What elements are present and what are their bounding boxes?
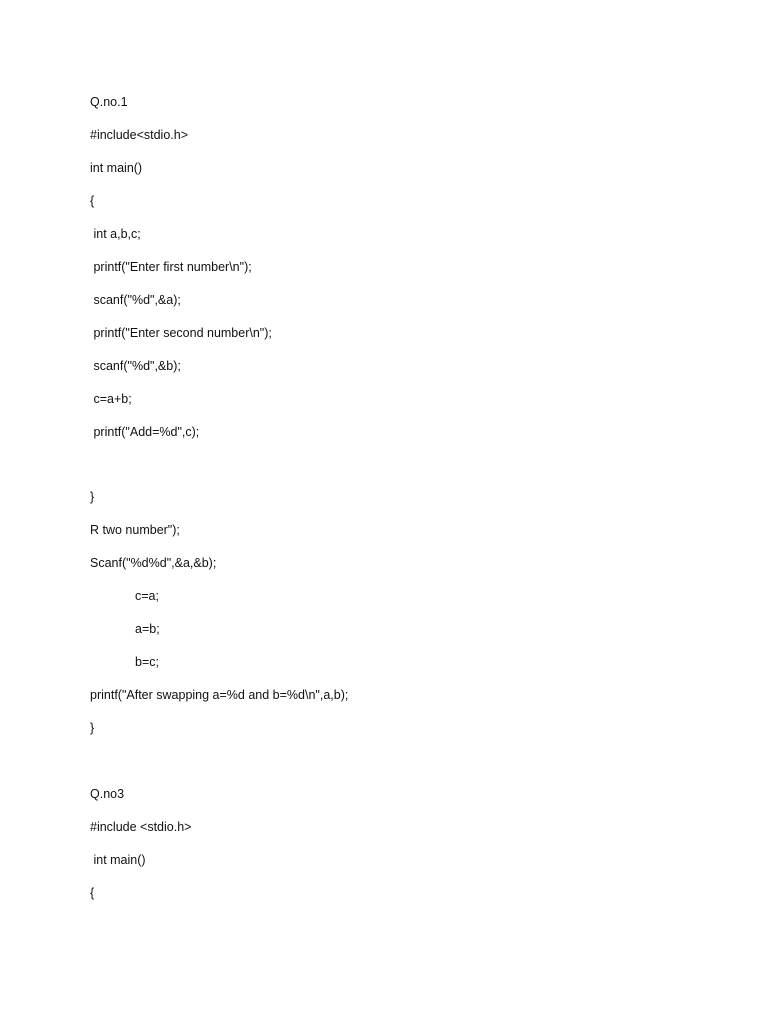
text-line-a-eq-b: a=b; [135,622,160,636]
text-line-scanf-b: scanf("%d",&b); [90,359,181,373]
text-line-printf-swap: printf("After swapping a=%d and b=%d\n",a,b); [90,688,349,702]
text-line-scanf-ab: Scanf("%d%d",&a,&b); [90,556,217,570]
text-line-close-brace-2: } [90,721,95,735]
text-line-qno3: Q.no3 [90,787,125,801]
text-line-two-number: R two number"); [90,523,180,537]
text-line-qno1: Q.no.1 [90,95,128,109]
text-line-scanf-a: scanf("%d",&a); [90,293,181,307]
text-line-include: #include<stdio.h> [90,128,188,142]
text-line-declare: int a,b,c; [90,227,141,241]
text-line-close-brace: } [90,490,95,504]
text-line-printf-add: printf("Add=%d",c); [90,425,200,439]
text-line-b-eq-c: b=c; [135,655,159,669]
text-line-open-brace: { [90,194,95,208]
text-line-c-eq-a: c=a; [135,589,159,603]
text-line-printf-second: printf("Enter second number\n"); [90,326,272,340]
text-line-printf-first: printf("Enter first number\n"); [90,260,252,274]
text-line-include-2: #include <stdio.h> [90,820,192,834]
text-line-main: int main() [90,161,143,175]
text-line-sum: c=a+b; [90,392,132,406]
text-line-open-brace-2: { [90,886,95,900]
text-line-main-2: int main() [90,853,146,867]
